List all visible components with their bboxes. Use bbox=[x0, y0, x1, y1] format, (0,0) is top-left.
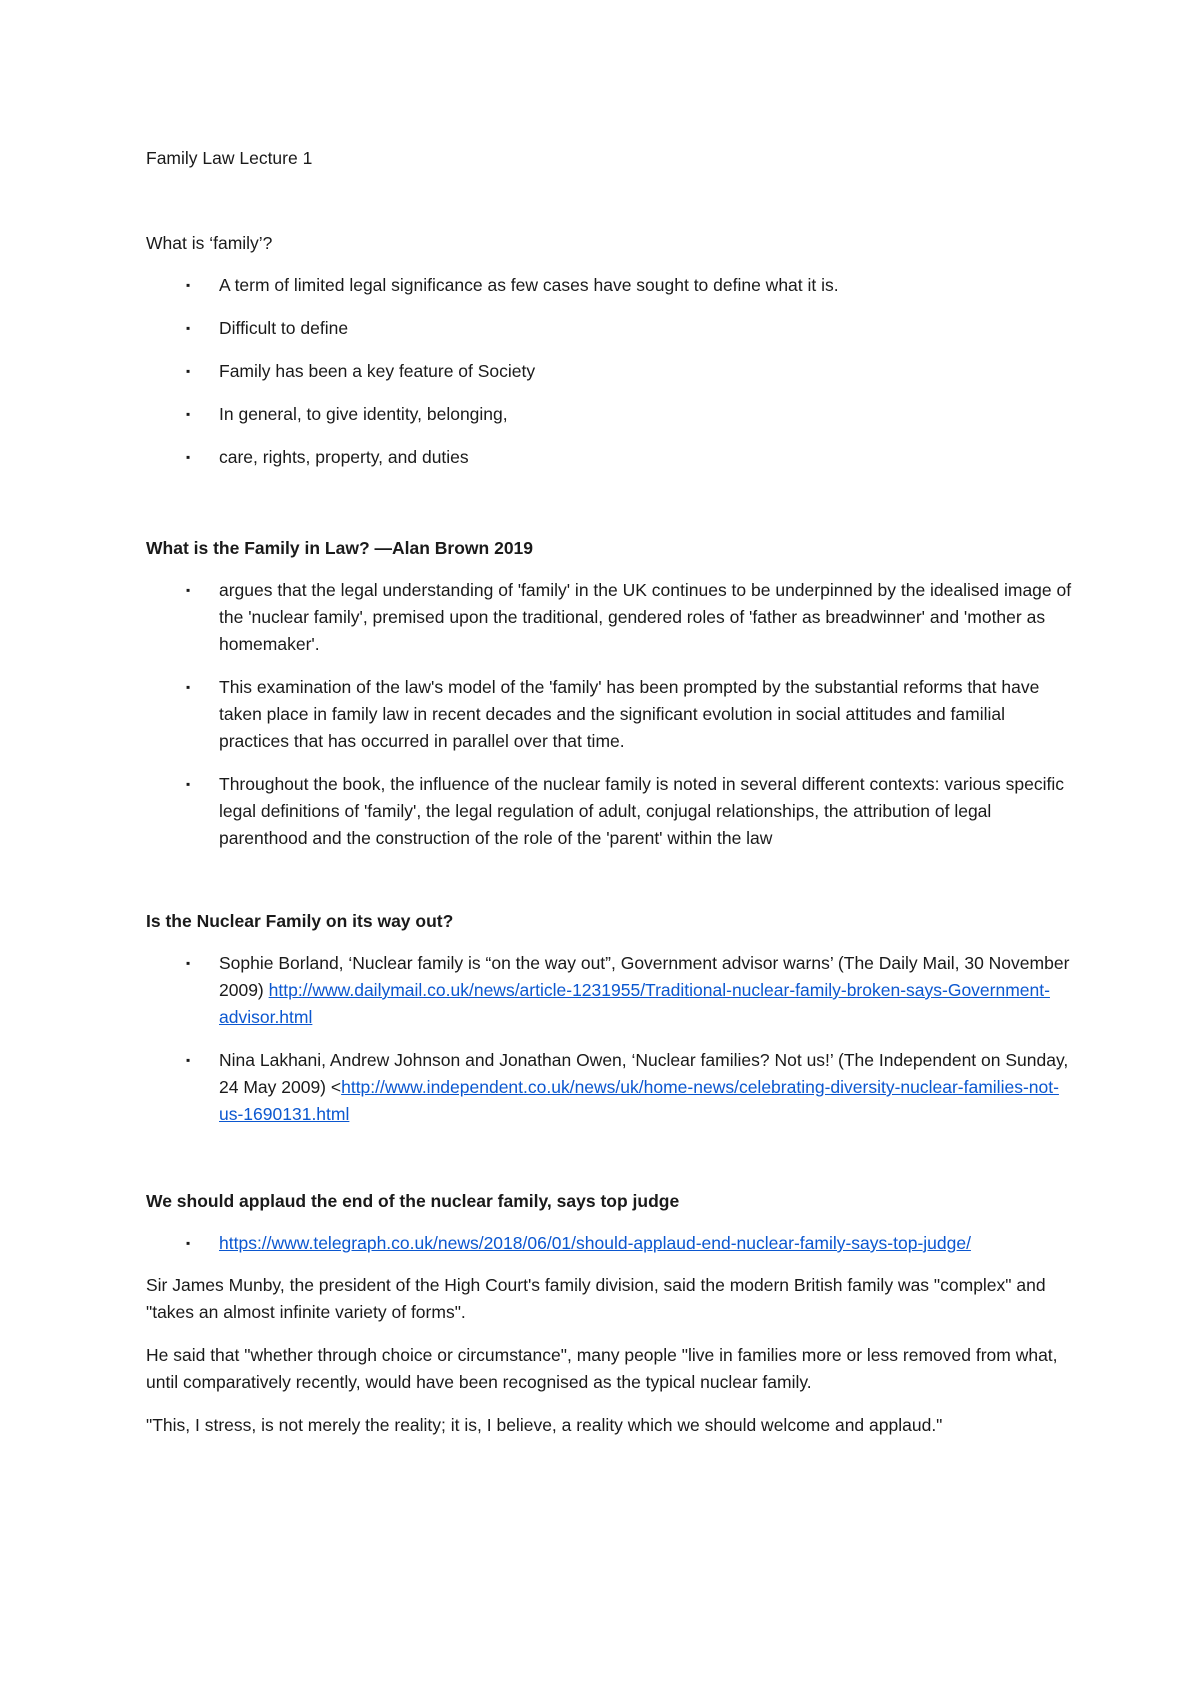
bullet-icon: ▪ bbox=[186, 364, 191, 378]
paragraph: "This, I stress, is not merely the reality; it is, I believe, a reality which we should welcome and applaud." bbox=[146, 1415, 943, 1435]
list-item: ▪ A term of limited legal significance as few cases have sought to define what it is. bbox=[146, 272, 1076, 299]
list-item: ▪ Family has been a key feature of Society bbox=[146, 358, 1076, 385]
section-4-list bbox=[146, 1230, 1076, 1257]
document-title: Family Law Lecture 1 bbox=[146, 148, 313, 168]
list-item bbox=[146, 1230, 1076, 1257]
dailymail-link[interactable]: http://www.dailymail.co.uk/news/article-1231955/Traditional-nuclear-family-broken-says-Government-advisor.html bbox=[219, 980, 1050, 1027]
bullet-icon: ▪ bbox=[186, 956, 191, 970]
section-4-heading: We should applaud the end of the nuclear family, says top judge bbox=[146, 1191, 680, 1211]
list-item: ▪ argues that the legal understanding of 'family' in the UK continues to be underpinned by the idealised image of the 'nuclear family', premised upon the traditional, gendered roles of 'father as breadwinner' and 'mother as homemaker'. bbox=[146, 577, 1076, 658]
paragraph: He said that "whether through choice or circumstance", many people "live in families more or less removed from what, until comparatively recently, would have been recognised as the typical nuclear family. bbox=[146, 1345, 1058, 1392]
section-1-list bbox=[146, 272, 1076, 471]
paragraph: Sir James Munby, the president of the High Court's family division, said the modern British family was "complex" and "takes an almost infinite variety of forms". bbox=[146, 1275, 1046, 1322]
section-3-list bbox=[146, 950, 1076, 1128]
list-item: ▪ In general, to give identity, belonging, bbox=[146, 401, 1076, 428]
document-page bbox=[146, 0, 1076, 1696]
bullet-icon: ▪ bbox=[186, 278, 191, 292]
section-2-heading: What is the Family in Law? —Alan Brown 2019 bbox=[146, 538, 534, 558]
telegraph-link[interactable]: https://www.telegraph.co.uk/news/2018/06/01/should-applaud-end-nuclear-family-says-top-judge/ bbox=[219, 1233, 971, 1253]
section-4-body bbox=[146, 1272, 1076, 1439]
section-2-list bbox=[146, 577, 1076, 852]
bullet-icon: ▪ bbox=[186, 450, 191, 464]
bullet-icon: ▪ bbox=[186, 680, 191, 694]
list-item: ▪ Nina Lakhani, Andrew Johnson and Jonathan Owen, ‘Nuclear families? Not us!’ (The Independent on Sunday, 24 May 2009) <http://www.independent.co.uk/news/uk/home-news/celebrating-diversity-nuclear-families-not-us-1690131.html bbox=[146, 1047, 1076, 1128]
independent-link[interactable]: http://www.independent.co.uk/news/uk/home-news/celebrating-diversity-nuclear-families-not-us-1690131.html bbox=[219, 1077, 1059, 1124]
bullet-icon: ▪ bbox=[186, 1236, 191, 1250]
bullet-icon: ▪ bbox=[186, 777, 191, 791]
list-item: ▪ Difficult to define bbox=[146, 315, 1076, 342]
bullet-icon: ▪ bbox=[186, 583, 191, 597]
bullet-icon: ▪ bbox=[186, 407, 191, 421]
bullet-icon: ▪ bbox=[186, 321, 191, 335]
list-item: ▪ care, rights, property, and duties bbox=[146, 444, 1076, 471]
section-3-heading: Is the Nuclear Family on its way out? bbox=[146, 911, 454, 931]
list-item: ▪ Sophie Borland, ‘Nuclear family is “on the way out”, Government advisor warns’ (The Daily Mail, 30 November 2009) http://www.dailymail.co.uk/news/article-1231955/Traditional-nuclear-family-broken-says-Government-advisor.html bbox=[146, 950, 1076, 1031]
list-item: ▪ Throughout the book, the influence of the nuclear family is noted in several different contexts: various specific legal definitions of 'family', the legal regulation of adult, conjugal relationships, the attribution of legal parenthood and the construction of the role of the 'parent' within the law bbox=[146, 771, 1076, 852]
bullet-icon: ▪ bbox=[186, 1053, 191, 1067]
section-1-heading: What is ‘family’? bbox=[146, 233, 273, 253]
list-item: ▪ This examination of the law's model of the 'family' has been prompted by the substantial reforms that have taken place in family law in recent decades and the significant evolution in social attitudes and familial practices that has occurred in parallel over that time. bbox=[146, 674, 1076, 755]
